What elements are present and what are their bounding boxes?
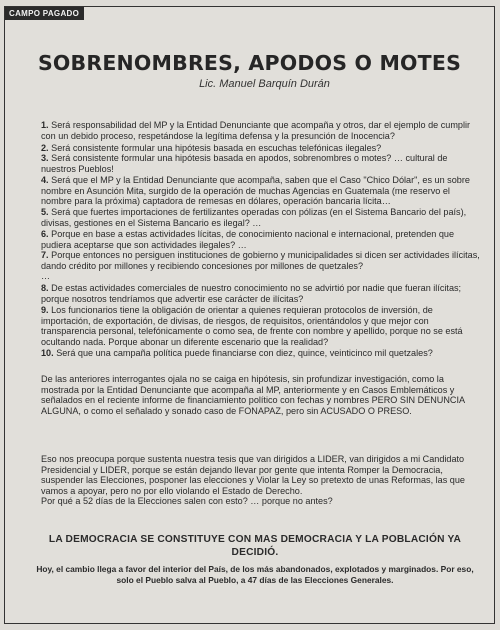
ad-frame — [4, 6, 495, 624]
question-1: 1. Será responsabilidad del MP y la Entidad Denunciante que acompaña y otros, dar el ejemplo de cumplir con un debido proceso, respetándose la legítima defensa y la presunción de Inocencia? — [41, 120, 471, 141]
author-line: Lic. Manuel Barquín Durán — [199, 78, 330, 90]
question-7: 7. Porque entonces no persiguen instituciones de gobierno y municipalidades si dicen ser actividades ilícitas, dando crédito por millones y recibiendo concesiones por millones de quetzales? — [41, 250, 480, 271]
slogan: LA DEMOCRACIA SE CONSTITUYE CON MAS DEMOCRACIA Y LA POBLACIÓN YA DECIDIÓ. — [48, 534, 462, 558]
article-title: SOBRENOMBRES, APODOS O MOTES — [37, 51, 462, 75]
paragraph-analysis: De las anteriores interrogantes ojala no se caiga en hipótesis, sin profundizar investigación, como la mostrada por la Entidad Denunciante que acompaña al MP, anteriormente y en Casos Emblemáticos y señalados en el reciente informe de financiamiento político con fechas y nombres PERO SIN DENUNCIA ALGUNA, o como el señalado y sonado caso de FONAPAZ, pero sin ACUSADO O PRESO. — [41, 374, 465, 416]
question-5: 5. Será que fuertes importaciones de fertilizantes operadas con pólizas (en el Sistema Bancario del país), divisas, gestiones en el Sistema Bancario es ilegal? … — [41, 207, 467, 228]
ellipsis: … — [41, 271, 50, 281]
question-10: 10. Será que una campaña política puede financiarse con diez, quince, veinticinco mil quetzales? — [41, 348, 433, 358]
paid-field-tag: CAMPO PAGADO — [5, 7, 84, 20]
paragraph-concern: Eso nos preocupa porque sustenta nuestra tesis que van dirigidos a LIDER, van dirigidos a mi Candidato Presidencial y LIDER, porque se están dejando llevar por gente que intenta Romper la Democracia, suspender las Elecciones, posponer las elecciones y Violar la Ley so pretexto de unas Reformas, las que vamos a apoyar, pero no por ello violando el Estado de Derecho. Por qué a 52 días de la Elecciones salen con esto? … porque no antes? — [41, 454, 465, 507]
question-3: 3. Será consistente formular una hipótesis basada en apodos, sobrenombres o motes? … cultural de nuestros Pueblos! — [41, 153, 448, 174]
question-4: 4. Será que el MP y la Entidad Denunciante que acompaña, saben que el Caso "Chico Dólar", es un sobre nombre en Asunción Mita, surgido de la operación de muchas Agencias en Guatemala (me reservo el nombre para la próxima) captadora de remesas en dólares, operación bancaria lícita… — [41, 175, 470, 207]
question-6: 6. Porque en base a estas actividades lícitas, de conocimiento nacional e internacional, pretenden que pudiera aceptarse que son actividades ilegales? … — [41, 229, 455, 250]
question-9: 9. Los funcionarios tiene la obligación de orientar a quienes requieran protocolos de inversión, de importación, de exportación, de divisas, de riesgos, de requisitos, orientándolos y que mejor con transparencia personal, telefónicamente o como sea, de frente con nombre y apellido, porque no se está ocultando nada. Porque abonar un diferente escenario que la realidad? — [41, 305, 463, 347]
question-2: 2. Será consistente formular una hipótesis basada en escuchas telefónicas ilegales? — [41, 143, 382, 153]
question-8: 8. De estas actividades comerciales de nuestro conocimiento no se advirtió por nadie que fueran ilícitas; porque nosotros tendríamos que advertir ese carácter de ilícitas? — [41, 283, 462, 304]
closing-statement: Hoy, el cambio llega a favor del interior del País, de los más abandonados, explotados y marginados. Por eso, solo el Pueblo salva al Pueblo, a 47 días de las Elecciones Generales. — [36, 564, 474, 585]
